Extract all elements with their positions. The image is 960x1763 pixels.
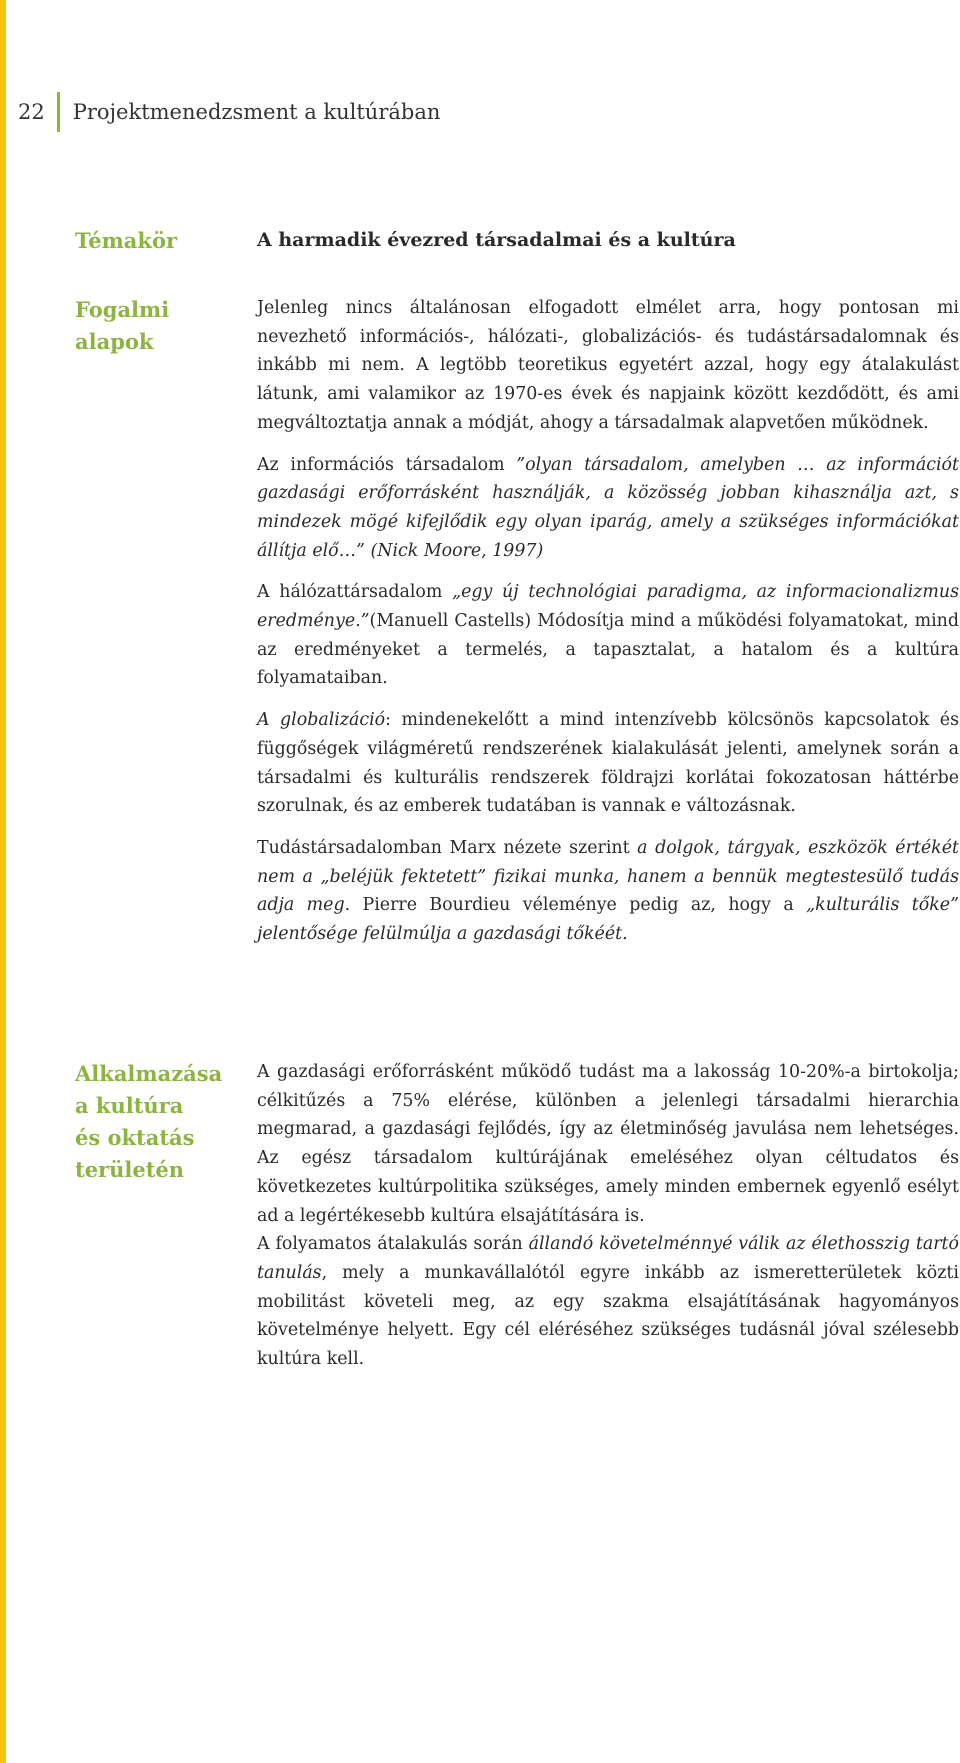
marx-intro: Tudástársadalomban Marx nézete szerint [257, 837, 638, 858]
lifelong-intro: A folyamatos átalakulás során [257, 1234, 529, 1255]
application-label-line: területén [75, 1157, 185, 1182]
running-title: Projektmenedzsment a kultúrában [72, 100, 441, 124]
lifelong-learning-phrase: állandó követelménnyé válik az élethosszig tartó tanulás [257, 1234, 960, 1283]
page-header [18, 92, 440, 132]
concepts-paragraph-5 [257, 834, 959, 949]
castells-rest: (Manuell Castells) Módosítja mind a működési folyamatokat, mind az eredményeket a termelés, a tapasztalat, a hatalom és a kultúra folyamataiban. [257, 611, 959, 689]
marx-quote: a dolgok, tárgyak, eszközök értékét nem a „beléjük fektetett” fizikai munka, hanem a bennük megtestesülő tudás adja meg [257, 837, 959, 916]
lifelong-rest: , mely a munkavállalótól egyre inkább az ismeretterületek közti mobilitást követeli meg, az egy szakma elsajátításának hagyományos követelménye helyett. Egy cél eléréséhez szükséges tudásnál jóval szélesebb kultúra kell. [257, 1262, 959, 1370]
castells-quote: „egy új technológiai paradigma, az informacionalizmus eredménye.” [257, 582, 959, 632]
application-label-line: a kultúra [75, 1093, 184, 1118]
application-label [75, 1058, 245, 1186]
bourdieu-quote: „kulturális tőke” jelentősége felülmúlja a gazdasági tőkéét. [257, 895, 959, 945]
application-label-line: és oktatás [75, 1125, 195, 1150]
concepts-paragraph-1: Jelenleg nincs általánosan elfogadott elmélet arra, hogy pontosan mi nevezhető információs-, hálózati-, globalizációs- és tudástársadalomnak és inkább mi nem. A legtöbb teoretikus egyetért azzal, hogy egy átalakulást látunk, ami valamikor az 1970-es évek és napjaink között kezdődött, és ami megváltoztatja annak a módját, ahogy a társadalmak alapvetően működnek. [257, 298, 959, 433]
concepts-body [257, 294, 959, 949]
concepts-label-line: Fogalmi [75, 297, 170, 322]
concepts-paragraph-3 [257, 578, 959, 693]
concepts-label [75, 294, 245, 358]
concepts-paragraph-4 [257, 706, 959, 821]
globalization-definition: : mindenekelőtt a mind intenzívebb kölcsönös kapcsolatok és függőségek világméretű rendszerének kialakulását jelenti, amelynek során a társadalmi és kulturális rendszerek földrajzi korlátai fokozatosan háttérbe szorulnak, és az emberek tudatában is vannak e változásnak. [257, 710, 959, 817]
info-society-intro: Az információs társadalom [257, 454, 517, 475]
header-divider [57, 92, 60, 132]
bourdieu-intro: . Pierre Bourdieu véleménye pedig az, hogy a [344, 895, 807, 916]
network-society-intro: A hálózattársadalom [257, 582, 453, 603]
page-number: 22 [18, 100, 45, 124]
topic-label: Témakör [75, 228, 178, 253]
concepts-paragraph-2 [257, 451, 959, 566]
application-body [257, 1058, 959, 1374]
application-paragraph-1: A gazdasági erőforrásként működő tudást ma a lakosság 10-20%-a birtokolja; célkitűzés a 75% elérése, különben a jelenlegi társadalmi hierarchia megmarad, a gazdasági fejlődés, így az életminőség javulása nem lehetséges. Az egész társadalom kultúrájának emeléséhez olyan céltudatos és következetes kultúrpolitika szükséges, amely minden embernek egyenlő esélyt ad a legértékesebb kultúra elsajátítására is. [257, 1062, 959, 1226]
application-label-line: Alkalmazása [75, 1061, 223, 1086]
application-paragraph-2 [257, 1230, 959, 1374]
topic-title: A harmadik évezred társadalmai és a kultúra [257, 229, 736, 251]
moore-quote: ”olyan társadalom, amelyben … az információt gazdasági erőforrásként használják, a közösség jobban kihasználja azt, s mindezek mögé kifejlődik egy olyan iparág, amely a szükséges információkat állítja elő…” (Nick Moore, 1997) [257, 454, 960, 561]
globalization-term: A globalizáció [257, 710, 386, 731]
concepts-label-line: alapok [75, 329, 154, 354]
page-edge-bar [0, 0, 6, 1763]
